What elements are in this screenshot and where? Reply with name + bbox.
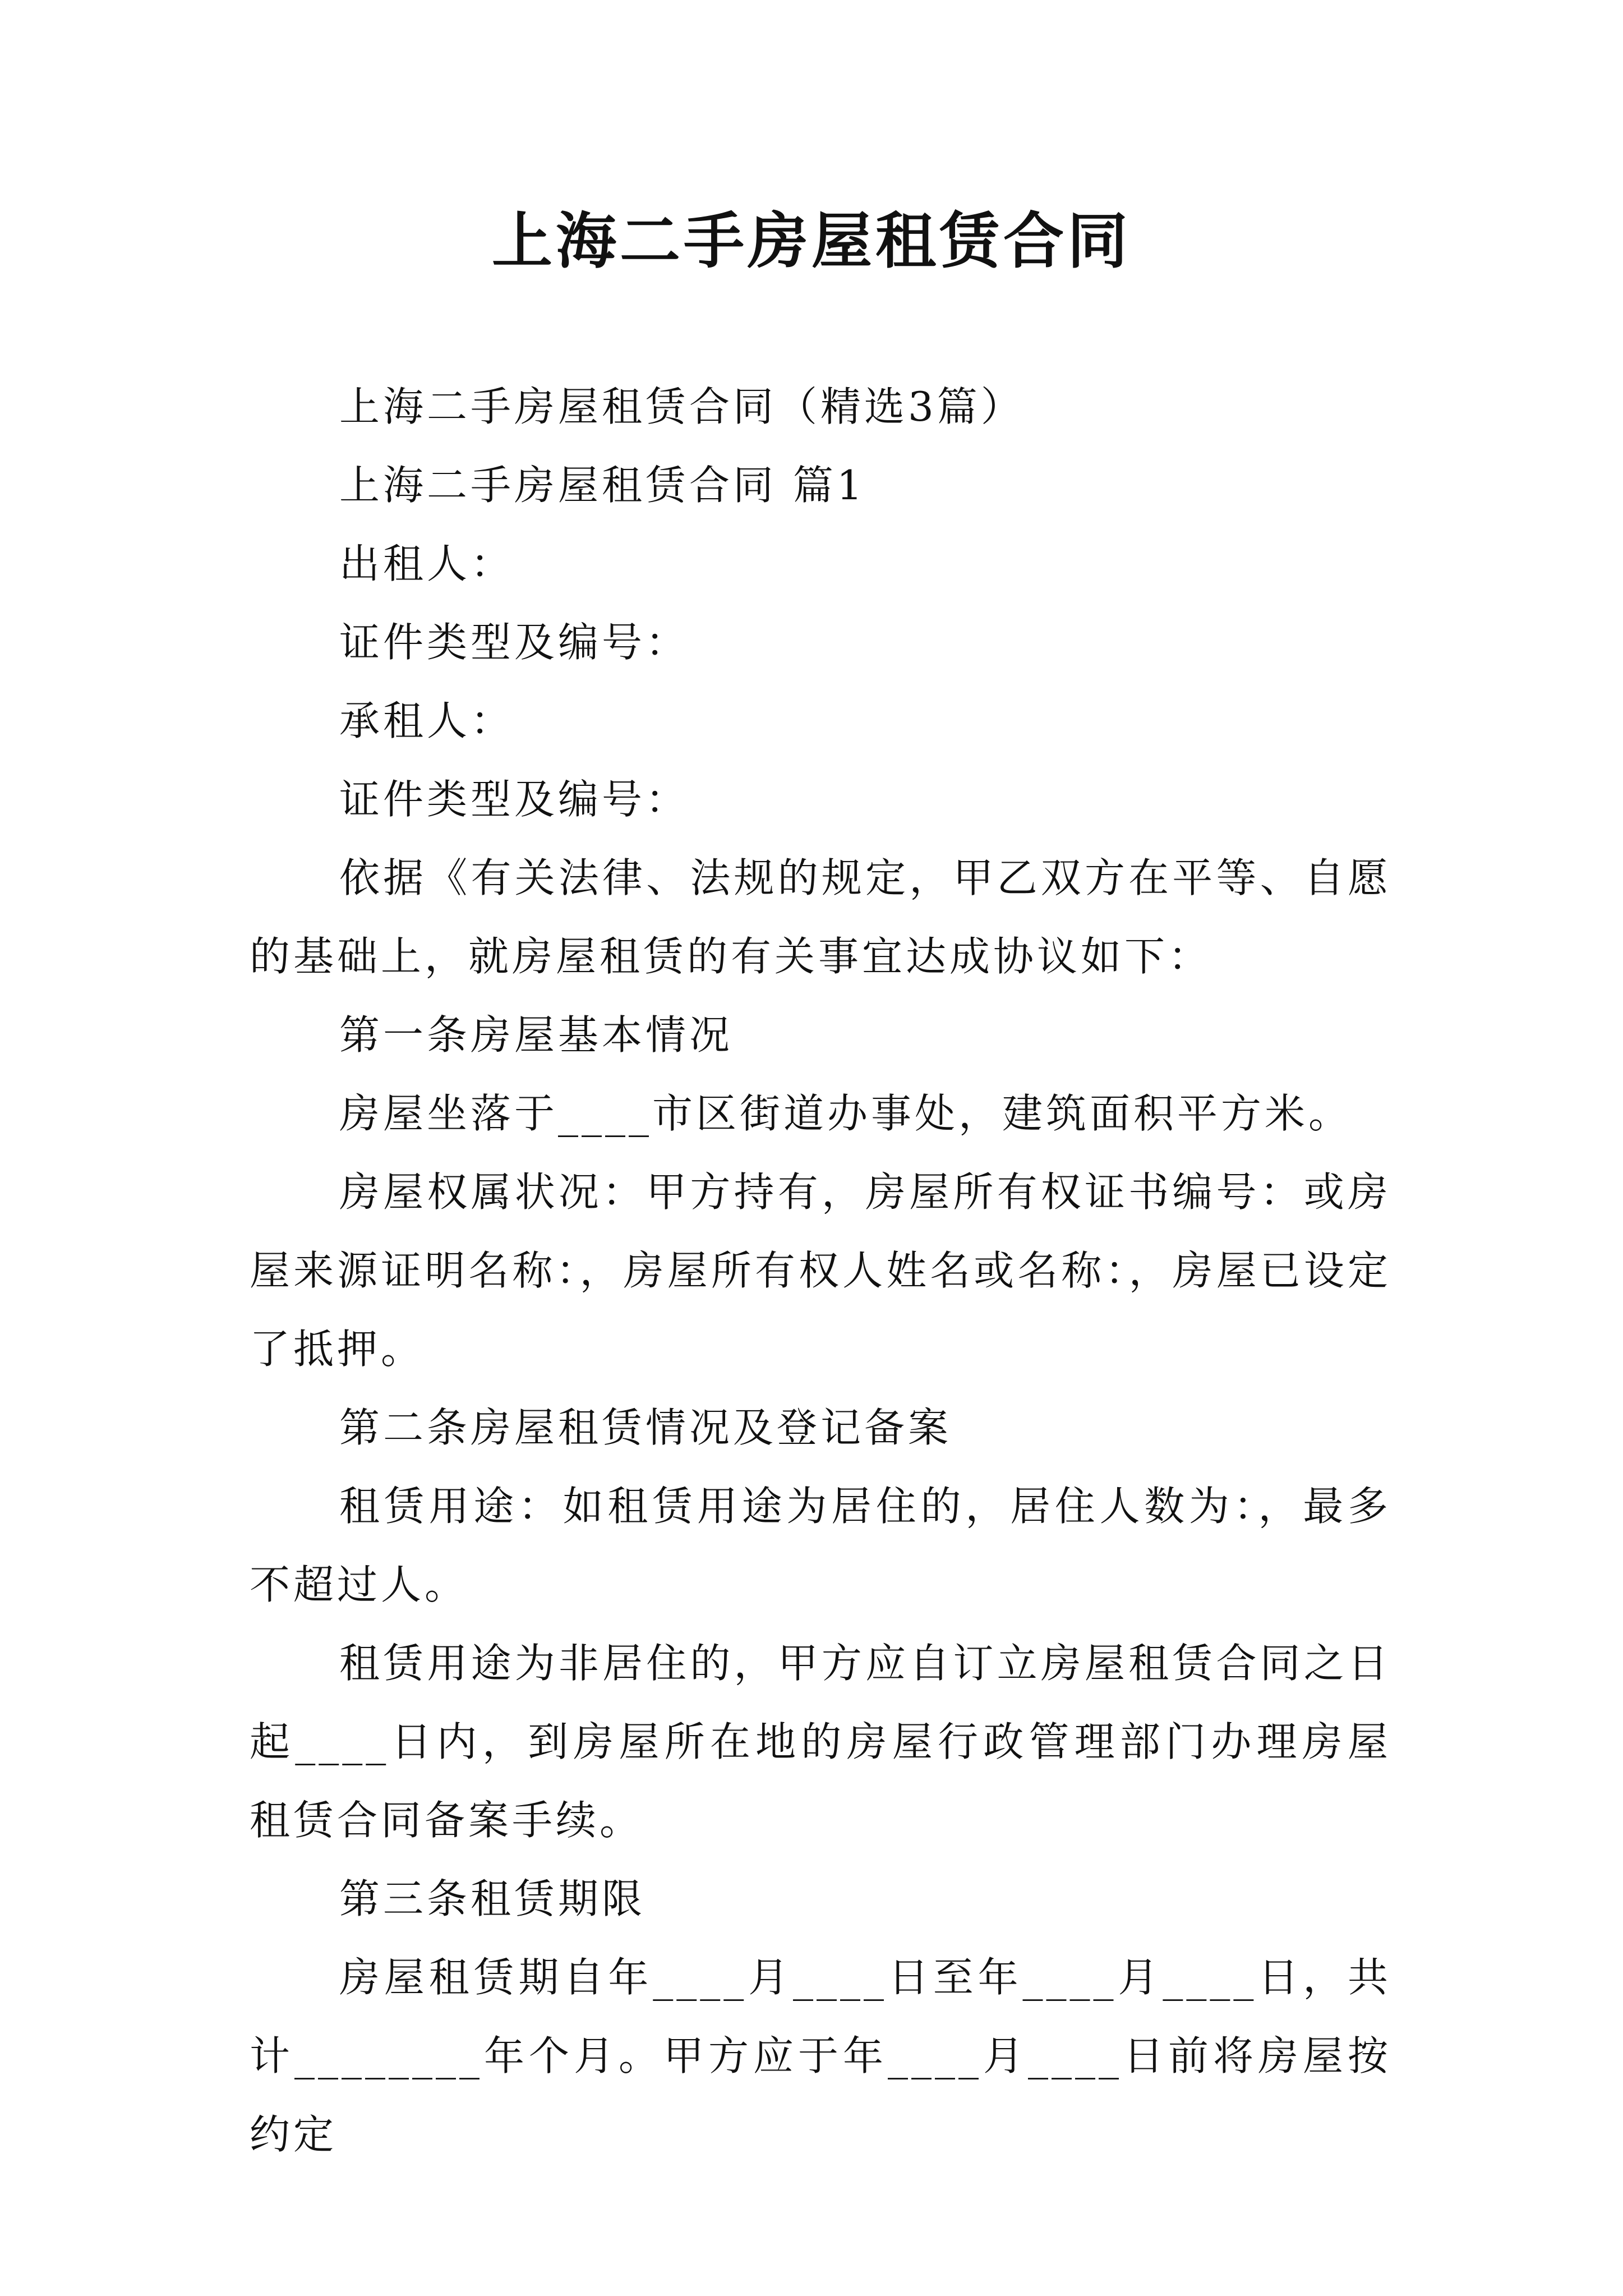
paragraph: 租赁用途：如租赁用途为居住的，居住人数为：，最多不超过人。	[250, 1483, 1391, 1608]
document-title: 上海二手房屋租赁合同	[491, 206, 1131, 277]
paragraph: 出租人：	[339, 540, 515, 587]
paragraph: 证件类型及编号：	[339, 776, 690, 823]
paragraph: 租赁用途为非居住的，甲方应自订立房屋租赁合同之日起____日内，到房屋所在地的房屋行政管理部门办理房屋租赁合同备案手续。	[250, 1640, 1391, 1844]
document-body	[250, 367, 1391, 2174]
paragraph: 第一条房屋基本情况	[339, 1011, 734, 1059]
paragraph: 房屋租赁期自年____月____日至年____月____日，共计________年个月。甲方应于年____月____日前将房屋按约定	[250, 1954, 1391, 2158]
paragraph: 依据《有关法律、法规的规定，甲乙双方在平等、自愿的基础上，就房屋租赁的有关事宜达成协议如下：	[250, 854, 1391, 980]
paragraph: 房屋权属状况：甲方持有，房屋所有权证书编号：或房屋来源证明名称：，房屋所有权人姓名或名称：，房屋已设定了抵押。	[250, 1168, 1391, 1373]
paragraph: 上海二手房屋租赁合同（精选3篇）	[339, 383, 1025, 430]
paragraph: 证件类型及编号：	[339, 619, 690, 666]
paragraph: 房屋坐落于____市区街道办事处，建筑面积平方米。	[339, 1090, 1353, 1137]
paragraph: 上海二手房屋租赁合同 篇1	[339, 462, 866, 509]
paragraph: 第二条房屋租赁情况及登记备案	[339, 1404, 952, 1451]
paragraph: 承租人：	[339, 697, 515, 744]
paragraph: 第三条租赁期限	[339, 1875, 646, 1922]
